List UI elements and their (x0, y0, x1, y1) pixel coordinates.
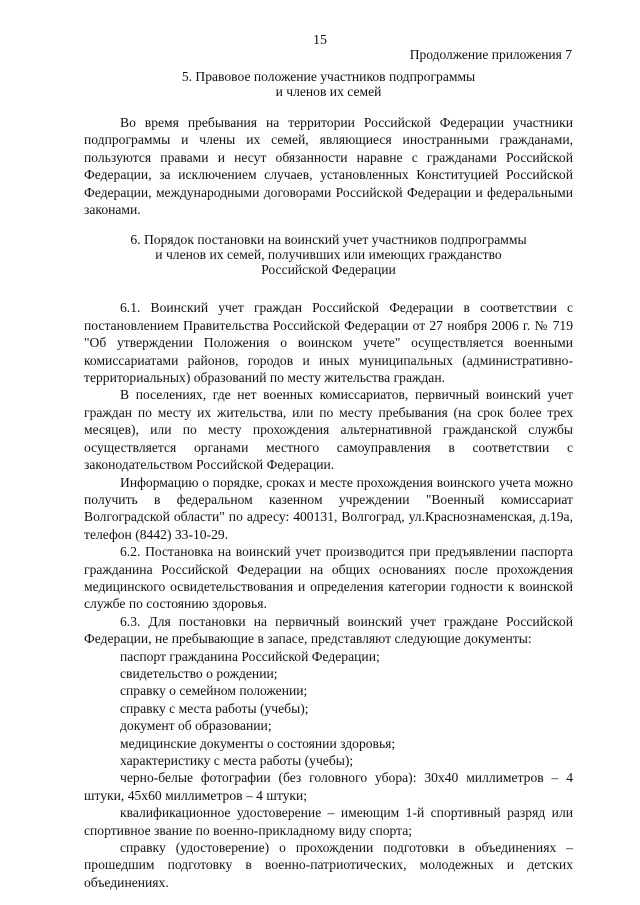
document-item-birth-certificate: свидетельство о рождении; (120, 665, 278, 681)
paragraph-6-2: 6.2. Постановка на воинский учет производится при предъявлении паспорта гражданина Российской Федерации на общих основаниях после прохождения медицинского освидетельствования и определения категории годности к воинской службе по состоянию здоровья. (84, 544, 573, 612)
document-item-photos: черно-белые фотографии (без головного убора): 30x40 миллиметров – 4 штуки, 45x60 миллиметров – 4 штуки; (84, 770, 573, 803)
paragraph-6-3: 6.3. Для постановки на первичный воинский учет граждане Российской Федерации, не пребывающие в запасе, представляют следующие документы: (84, 613, 573, 647)
page-number: 15 (313, 33, 327, 48)
document-item-reference: характеристику с места работы (учебы); (120, 753, 354, 768)
document-item-work-certificate: справку с места работы (учебы); (120, 700, 309, 716)
section-6-heading-line-3: Российской Федерации (261, 262, 396, 278)
document-item-training-certificate: справку (удостоверение) о прохождении подготовки в объединениях – прошедшим подготовку в военно-патриотических, молодежных и детских объединениях. (84, 840, 573, 890)
section-5-paragraph: Во время пребывания на территории Российской Федерации участники подпрограммы и члены их семей, являющиеся иностранными гражданами, пользуются правами и несут обязанности наравне с гражданами Российской Федерации, за исключением случаев, установленных Конституцией Российской Федерации, международными договорами Российской Федерации и федеральными законами. (84, 115, 573, 218)
section-5-heading-line-2: и членов их семей (275, 84, 382, 99)
section-5-heading-line-1: 5. Правовое положение участников подпрограммы (181, 69, 476, 84)
section-6-heading-line-2: и членов их семей, получивших или имеющих гражданство (155, 247, 502, 263)
paragraph-information-contacts: Информацию о порядке, сроках и месте прохождения воинского учета можно получить в федеральном казенном учреждении "Военный комиссариат Волгоградской области" по адресу: 400131, Волгоград, ул.Краснознаменская, д.19а, телефон (8442) 33-10-29. (84, 474, 573, 542)
document-item-family-status: справку о семейном положении; (120, 683, 308, 699)
document-item-education: документ об образовании; (120, 718, 272, 734)
paragraph-rural-settlements: В поселениях, где нет военных комиссариатов, первичный воинский учет граждан по месту их жительства, или по месту пребывания (на срок более трех месяцев), или по месту прохождения альтернативной гражданской службы осуществляется органами местного самоуправления в соответствии с законодательством Российской Федерации. (84, 387, 573, 473)
section-5-heading (84, 69, 573, 99)
paragraph-6-1: 6.1. Воинский учет граждан Российской Федерации в соответствии с постановлением Правительства Российской Федерации от 27 ноября 2006 г. № 719 "Об утверждении Положения о воинском учете" осуществляется военными комиссариатами районов, городов и иных муниципальных (административно-территориальных) образований по месту жительства граждан. (84, 300, 573, 386)
document-item-medical: медицинские документы о состоянии здоровья; (120, 735, 396, 751)
appendix-continuation-label: Продолжение приложения 7 (409, 47, 572, 62)
document-body (84, 69, 573, 891)
document-item-passport: паспорт гражданина Российской Федерации; (120, 648, 380, 664)
section-6-heading-line-1: 6. Порядок постановки на воинский учет участников подпрограммы (130, 232, 527, 248)
section-6-heading (84, 232, 573, 277)
required-documents-list (84, 648, 573, 892)
document-item-sports-qualification: квалификационное удостоверение – имеющим 1-й спортивный разряд или спортивное звание по военно-прикладному виду спорта; (84, 805, 573, 838)
